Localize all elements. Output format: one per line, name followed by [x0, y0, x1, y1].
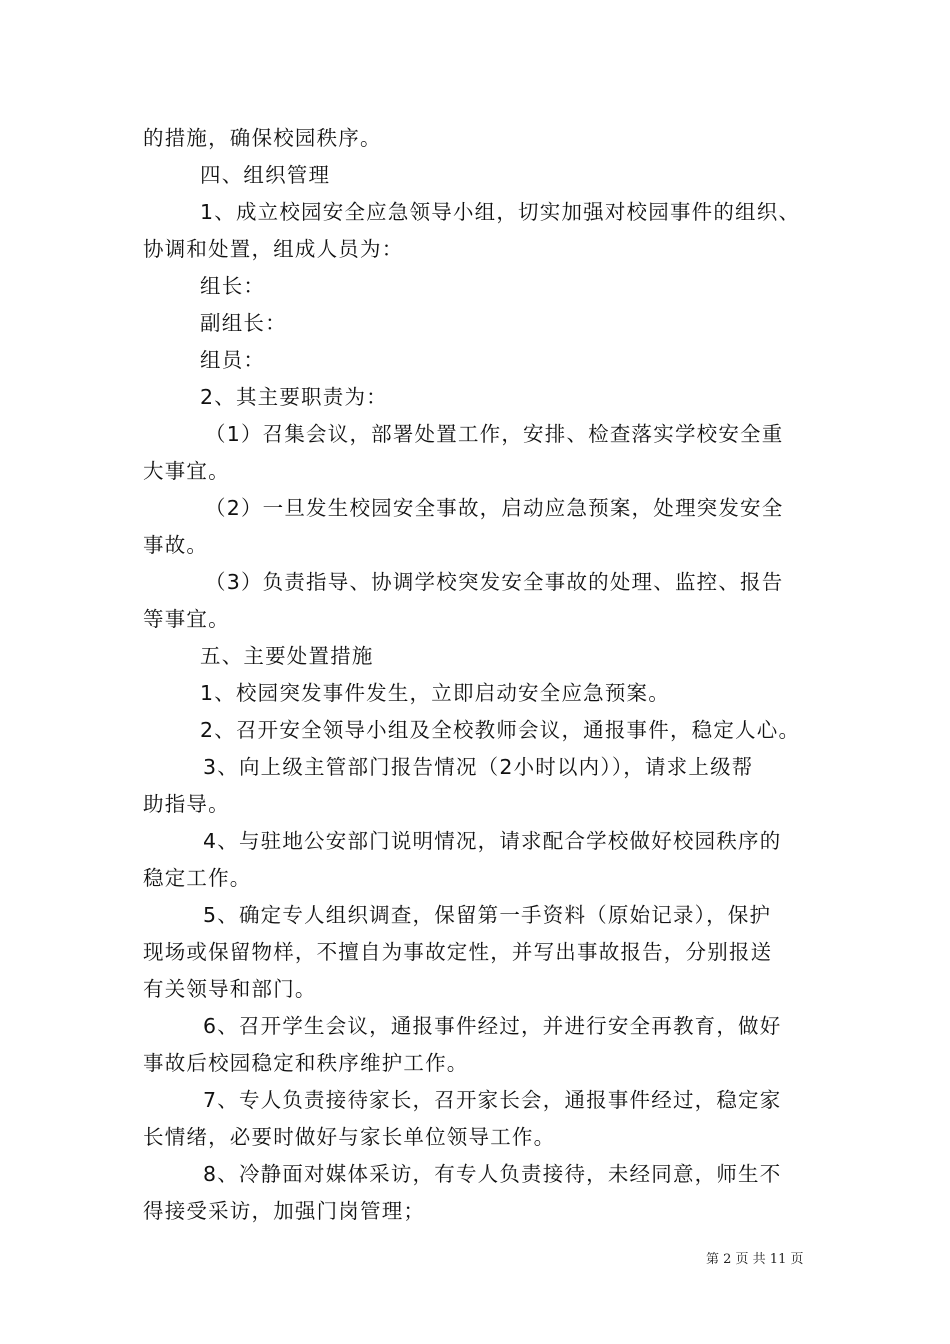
text-line: （3）负责指导、协调学校突发安全事故的处理、监控、报告: [205, 570, 784, 594]
text-line: 副组长：: [200, 311, 287, 335]
text-line: 得接受采访，加强门岗管理；: [143, 1199, 426, 1223]
text-line: 组员：: [200, 348, 266, 372]
text-line: 7、专人负责接待家长，召开家长会，通报事件经过，稳定家: [203, 1088, 782, 1112]
section-heading: 五、主要处置措施: [200, 644, 374, 668]
text-line: 等事宜。: [143, 607, 230, 631]
text-line: （1）召集会议，部署处置工作，安排、检查落实学校安全重: [205, 422, 784, 446]
text-line: 6、召开学生会议，通报事件经过，并进行安全再教育，做好: [203, 1014, 782, 1038]
text-line: 助指导。: [143, 792, 230, 816]
text-line: 组长：: [200, 274, 266, 298]
text-line: 1、校园突发事件发生，立即启动安全应急预案。: [200, 681, 670, 705]
text-line: 有关领导和部门。: [143, 977, 317, 1001]
text-line: 稳定工作。: [143, 866, 252, 890]
text-line: 事故后校园稳定和秩序维护工作。: [143, 1051, 469, 1075]
text-line: 1、成立校园安全应急领导小组，切实加强对校园事件的组织、: [200, 200, 801, 224]
text-line: （2）一旦发生校园安全事故，启动应急预案，处理突发安全: [205, 496, 784, 520]
text-line: 长情绪，必要时做好与家长单位领导工作。: [143, 1125, 556, 1149]
text-line: 2、召开安全领导小组及全校教师会议，通报事件，稳定人心。: [200, 718, 801, 742]
text-line: 协调和处置，组成人员为：: [143, 237, 404, 261]
text-line: 的措施，确保校园秩序。: [143, 126, 382, 150]
text-line: 大事宜。: [143, 459, 230, 483]
text-line: 4、与驻地公安部门说明情况，请求配合学校做好校园秩序的: [203, 829, 782, 853]
text-line: 2、其主要职责为：: [200, 385, 388, 409]
page-number-footer: 第 2 页 共 11 页: [706, 1252, 804, 1267]
text-line: 现场或保留物样，不擅自为事故定性，并写出事故报告，分别报送: [143, 940, 773, 964]
text-line: 8、冷静面对媒体采访，有专人负责接待，未经同意，师生不: [203, 1162, 782, 1186]
text-line: 3、向上级主管部门报告情况（2小时以内）），请求上级帮: [203, 755, 754, 779]
text-line: 事故。: [143, 533, 209, 557]
text-line: 5、确定专人组织调查，保留第一手资料（原始记录），保护: [203, 903, 772, 927]
section-heading: 四、组织管理: [200, 163, 331, 187]
